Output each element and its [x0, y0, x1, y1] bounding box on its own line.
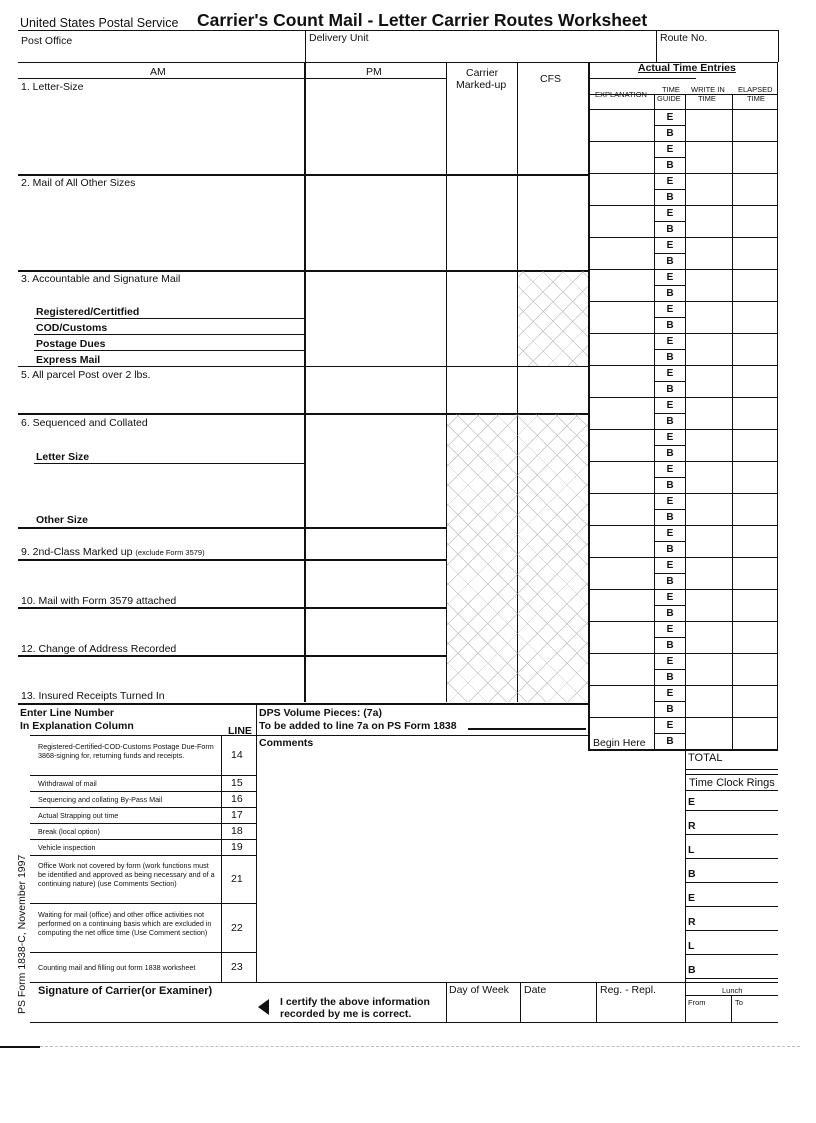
- explanation-line-number: 16: [231, 793, 243, 805]
- clock-ring-e-field[interactable]: E: [688, 892, 696, 904]
- row-seq-letter-size: Letter Size: [36, 451, 90, 463]
- time-guide-begin-marker: B: [666, 480, 674, 491]
- time-guide-begin-marker: B: [666, 352, 674, 363]
- time-guide-begin-marker: B: [666, 384, 674, 395]
- time-guide-begin-marker: B: [666, 544, 674, 555]
- row-other-sizes: 2. Mail of All Other Sizes: [21, 177, 136, 189]
- row-postage-dues: Postage Dues: [36, 338, 106, 350]
- lunch-label: Lunch: [722, 986, 743, 995]
- carrier-column-header: Carrier: [466, 67, 499, 79]
- explanation-column-header: EXPLANATION: [595, 90, 647, 99]
- certify-line-2: recorded by me is correct.: [280, 1008, 412, 1020]
- write-in-header-1: WRITE IN: [691, 85, 725, 94]
- time-guide-end-marker: E: [666, 304, 674, 315]
- row-registered: Registered/Certitfied: [36, 306, 140, 318]
- form-identifier-text: PS Form 1838-C, November 1997: [16, 854, 28, 1014]
- row-cod: COD/Customs: [36, 322, 108, 334]
- explanation-item: Actual Strapping out time: [38, 811, 119, 820]
- certify-line-1: I certify the above information: [280, 996, 430, 1008]
- form-identifier: [16, 834, 28, 1014]
- time-guide-end-marker: E: [666, 144, 674, 155]
- dps-volume-input[interactable]: [468, 728, 586, 730]
- delivery-unit-field[interactable]: Delivery Unit: [309, 32, 369, 44]
- time-clock-rings-label: Time Clock Rings: [689, 777, 775, 789]
- elapsed-header-2: TIME: [747, 94, 765, 103]
- dps-volume-label: DPS Volume Pieces: (7a): [259, 707, 382, 719]
- signature-area[interactable]: [36, 998, 246, 1020]
- time-guide-header-1: TIME: [662, 85, 680, 94]
- explanation-line-number: 14: [231, 749, 243, 761]
- explanation-item: Waiting for mail (office) and other office activities not performed on a continuing basis which are excluded in computing the net office time (Use Comment section): [38, 909, 212, 937]
- time-guide-begin-marker: B: [666, 512, 674, 523]
- time-guide-end-marker: E: [666, 240, 674, 251]
- explanation-line-number: 22: [231, 921, 243, 934]
- time-guide-end-marker: E: [666, 496, 674, 507]
- time-guide-begin-marker: B: [666, 416, 674, 427]
- comments-area[interactable]: [258, 750, 684, 980]
- explanation-line-number: 18: [231, 825, 243, 837]
- am-column-header: AM: [150, 66, 166, 78]
- row-2nd-class-label: 9. 2nd-Class Marked up: [21, 546, 133, 558]
- time-guide-begin-marker: B: [666, 160, 674, 171]
- row-2nd-class: [21, 546, 205, 558]
- lunch-to-field[interactable]: To: [735, 998, 743, 1007]
- arrow-left-icon: [258, 999, 269, 1015]
- clock-ring-r-field[interactable]: R: [688, 820, 696, 832]
- row-form-3579: 10. Mail with Form 3579 attached: [21, 595, 177, 607]
- lunch-from-field[interactable]: From: [688, 998, 706, 1007]
- elapsed-header-1: ELAPSED: [738, 85, 773, 94]
- clock-ring-l-field[interactable]: L: [688, 844, 695, 856]
- cfs-hatched-area: [518, 271, 588, 366]
- time-guide-end-marker: E: [666, 560, 674, 571]
- explanation-line-number: 19: [231, 841, 243, 853]
- begin-here-label: Begin Here: [593, 737, 646, 749]
- explanation-item: Vehicle inspection: [38, 843, 96, 852]
- clock-ring-l-field[interactable]: L: [688, 940, 695, 952]
- form-title: Carrier's Count Mail - Letter Carrier Routes Worksheet: [197, 10, 648, 30]
- time-guide-end-marker: E: [666, 432, 674, 443]
- signature-label: Signature of Carrier(or Examiner): [38, 985, 213, 997]
- clock-ring-b-field[interactable]: B: [688, 964, 696, 976]
- clock-ring-r-field[interactable]: R: [688, 916, 696, 928]
- time-guide-end-marker: E: [666, 368, 674, 379]
- time-guide-end-marker: E: [666, 592, 674, 603]
- time-guide-begin-marker: B: [666, 256, 674, 267]
- time-guide-end-marker: E: [666, 336, 674, 347]
- row-insured-receipts: 13. Insured Receipts Turned In: [21, 690, 165, 702]
- explanation-line-number: 17: [231, 809, 243, 821]
- clock-ring-b-field[interactable]: B: [688, 868, 696, 880]
- pm-column-header: PM: [366, 66, 382, 78]
- agency-name: United States Postal Service: [20, 16, 179, 30]
- write-in-header-2: TIME: [698, 94, 716, 103]
- time-guide-begin-marker: B: [666, 224, 674, 235]
- clock-ring-e-field[interactable]: E: [688, 796, 696, 808]
- explanation-item: Break (local option): [38, 827, 100, 836]
- scan-edge-dashes: [40, 1046, 800, 1047]
- time-guide-end-marker: E: [666, 400, 674, 411]
- row-letter-size: 1. Letter-Size: [21, 81, 84, 93]
- post-office-field[interactable]: Post Office: [21, 35, 73, 47]
- line-column-header: LINE: [228, 725, 252, 737]
- time-guide-begin-marker: B: [666, 192, 674, 203]
- explanation-item: Sequencing and collating By-Pass Mail: [38, 795, 163, 804]
- route-no-field[interactable]: Route No.: [660, 32, 708, 44]
- total-label: TOTAL: [688, 752, 723, 764]
- reg-repl-field[interactable]: Reg. - Repl.: [600, 984, 657, 996]
- time-guide-end-marker: E: [666, 112, 674, 123]
- marked-up-column-header: Marked-up: [456, 79, 507, 91]
- time-guide-header-2: GUIDE: [657, 94, 681, 103]
- explanation-line-number: 15: [231, 777, 243, 789]
- time-guide-end-marker: E: [666, 272, 674, 283]
- dps-add-line-label: To be added to line 7a on PS Form 1838: [259, 720, 457, 732]
- date-field[interactable]: Date: [524, 984, 547, 996]
- row-express-mail: Express Mail: [36, 354, 101, 366]
- enter-line-number-label: Enter Line Number: [20, 707, 114, 719]
- time-guide-end-marker: E: [666, 656, 674, 667]
- time-guide-begin-marker: B: [666, 672, 674, 683]
- time-guide-end-marker: E: [666, 720, 674, 731]
- time-guide-begin-marker: B: [666, 608, 674, 619]
- time-guide-end-marker: E: [666, 208, 674, 219]
- explanation-line-number: 23: [231, 961, 243, 973]
- row-change-of-address: 12. Change of Address Recorded: [21, 643, 177, 655]
- row-accountable: 3. Accountable and Signature Mail: [21, 273, 181, 285]
- time-guide-begin-marker: B: [666, 576, 674, 587]
- scan-edge-line: [0, 1046, 40, 1048]
- explanation-item: Counting mail and filling out form 1838 worksheet: [38, 963, 196, 972]
- time-guide-begin-marker: B: [666, 704, 674, 715]
- explanation-item: Registered-Certified-COD-Customs Postage Due-Form 3868-signing for, returning funds and receipts.: [38, 742, 214, 760]
- time-guide-end-marker: E: [666, 528, 674, 539]
- time-guide-end-marker: E: [666, 624, 674, 635]
- sequenced-hatched-area: [447, 414, 588, 702]
- row-parcel-post: 5. All parcel Post over 2 lbs.: [21, 369, 151, 381]
- time-guide-begin-marker: B: [666, 736, 674, 747]
- time-guide-begin-marker: B: [666, 640, 674, 651]
- cfs-column-header: CFS: [540, 73, 561, 85]
- time-guide-begin-marker: B: [666, 288, 674, 299]
- time-guide-end-marker: E: [666, 176, 674, 187]
- row-sequenced: 6. Sequenced and Collated: [21, 417, 148, 429]
- explanation-item: Withdrawal of mail: [38, 779, 97, 788]
- in-explanation-column-label: In Explanation Column: [20, 720, 134, 732]
- explanation-line-number: 21: [231, 873, 243, 885]
- row-seq-other-size: Other Size: [36, 514, 88, 526]
- time-guide-end-marker: E: [666, 464, 674, 475]
- time-guide-end-marker: E: [666, 688, 674, 699]
- row-2nd-class-note: (exclude Form 3579): [135, 548, 205, 557]
- time-guide-begin-marker: B: [666, 128, 674, 139]
- day-of-week-field[interactable]: Day of Week: [449, 984, 509, 996]
- comments-label: Comments: [259, 737, 314, 749]
- time-guide-begin-marker: B: [666, 320, 674, 331]
- explanation-item: Office Work not covered by form (work functions must be identified and approved as being necessary and of a continuing nature) (use Comments Section): [38, 861, 215, 888]
- actual-time-entries-header: Actual Time Entries: [638, 62, 736, 74]
- time-guide-begin-marker: B: [666, 448, 674, 459]
